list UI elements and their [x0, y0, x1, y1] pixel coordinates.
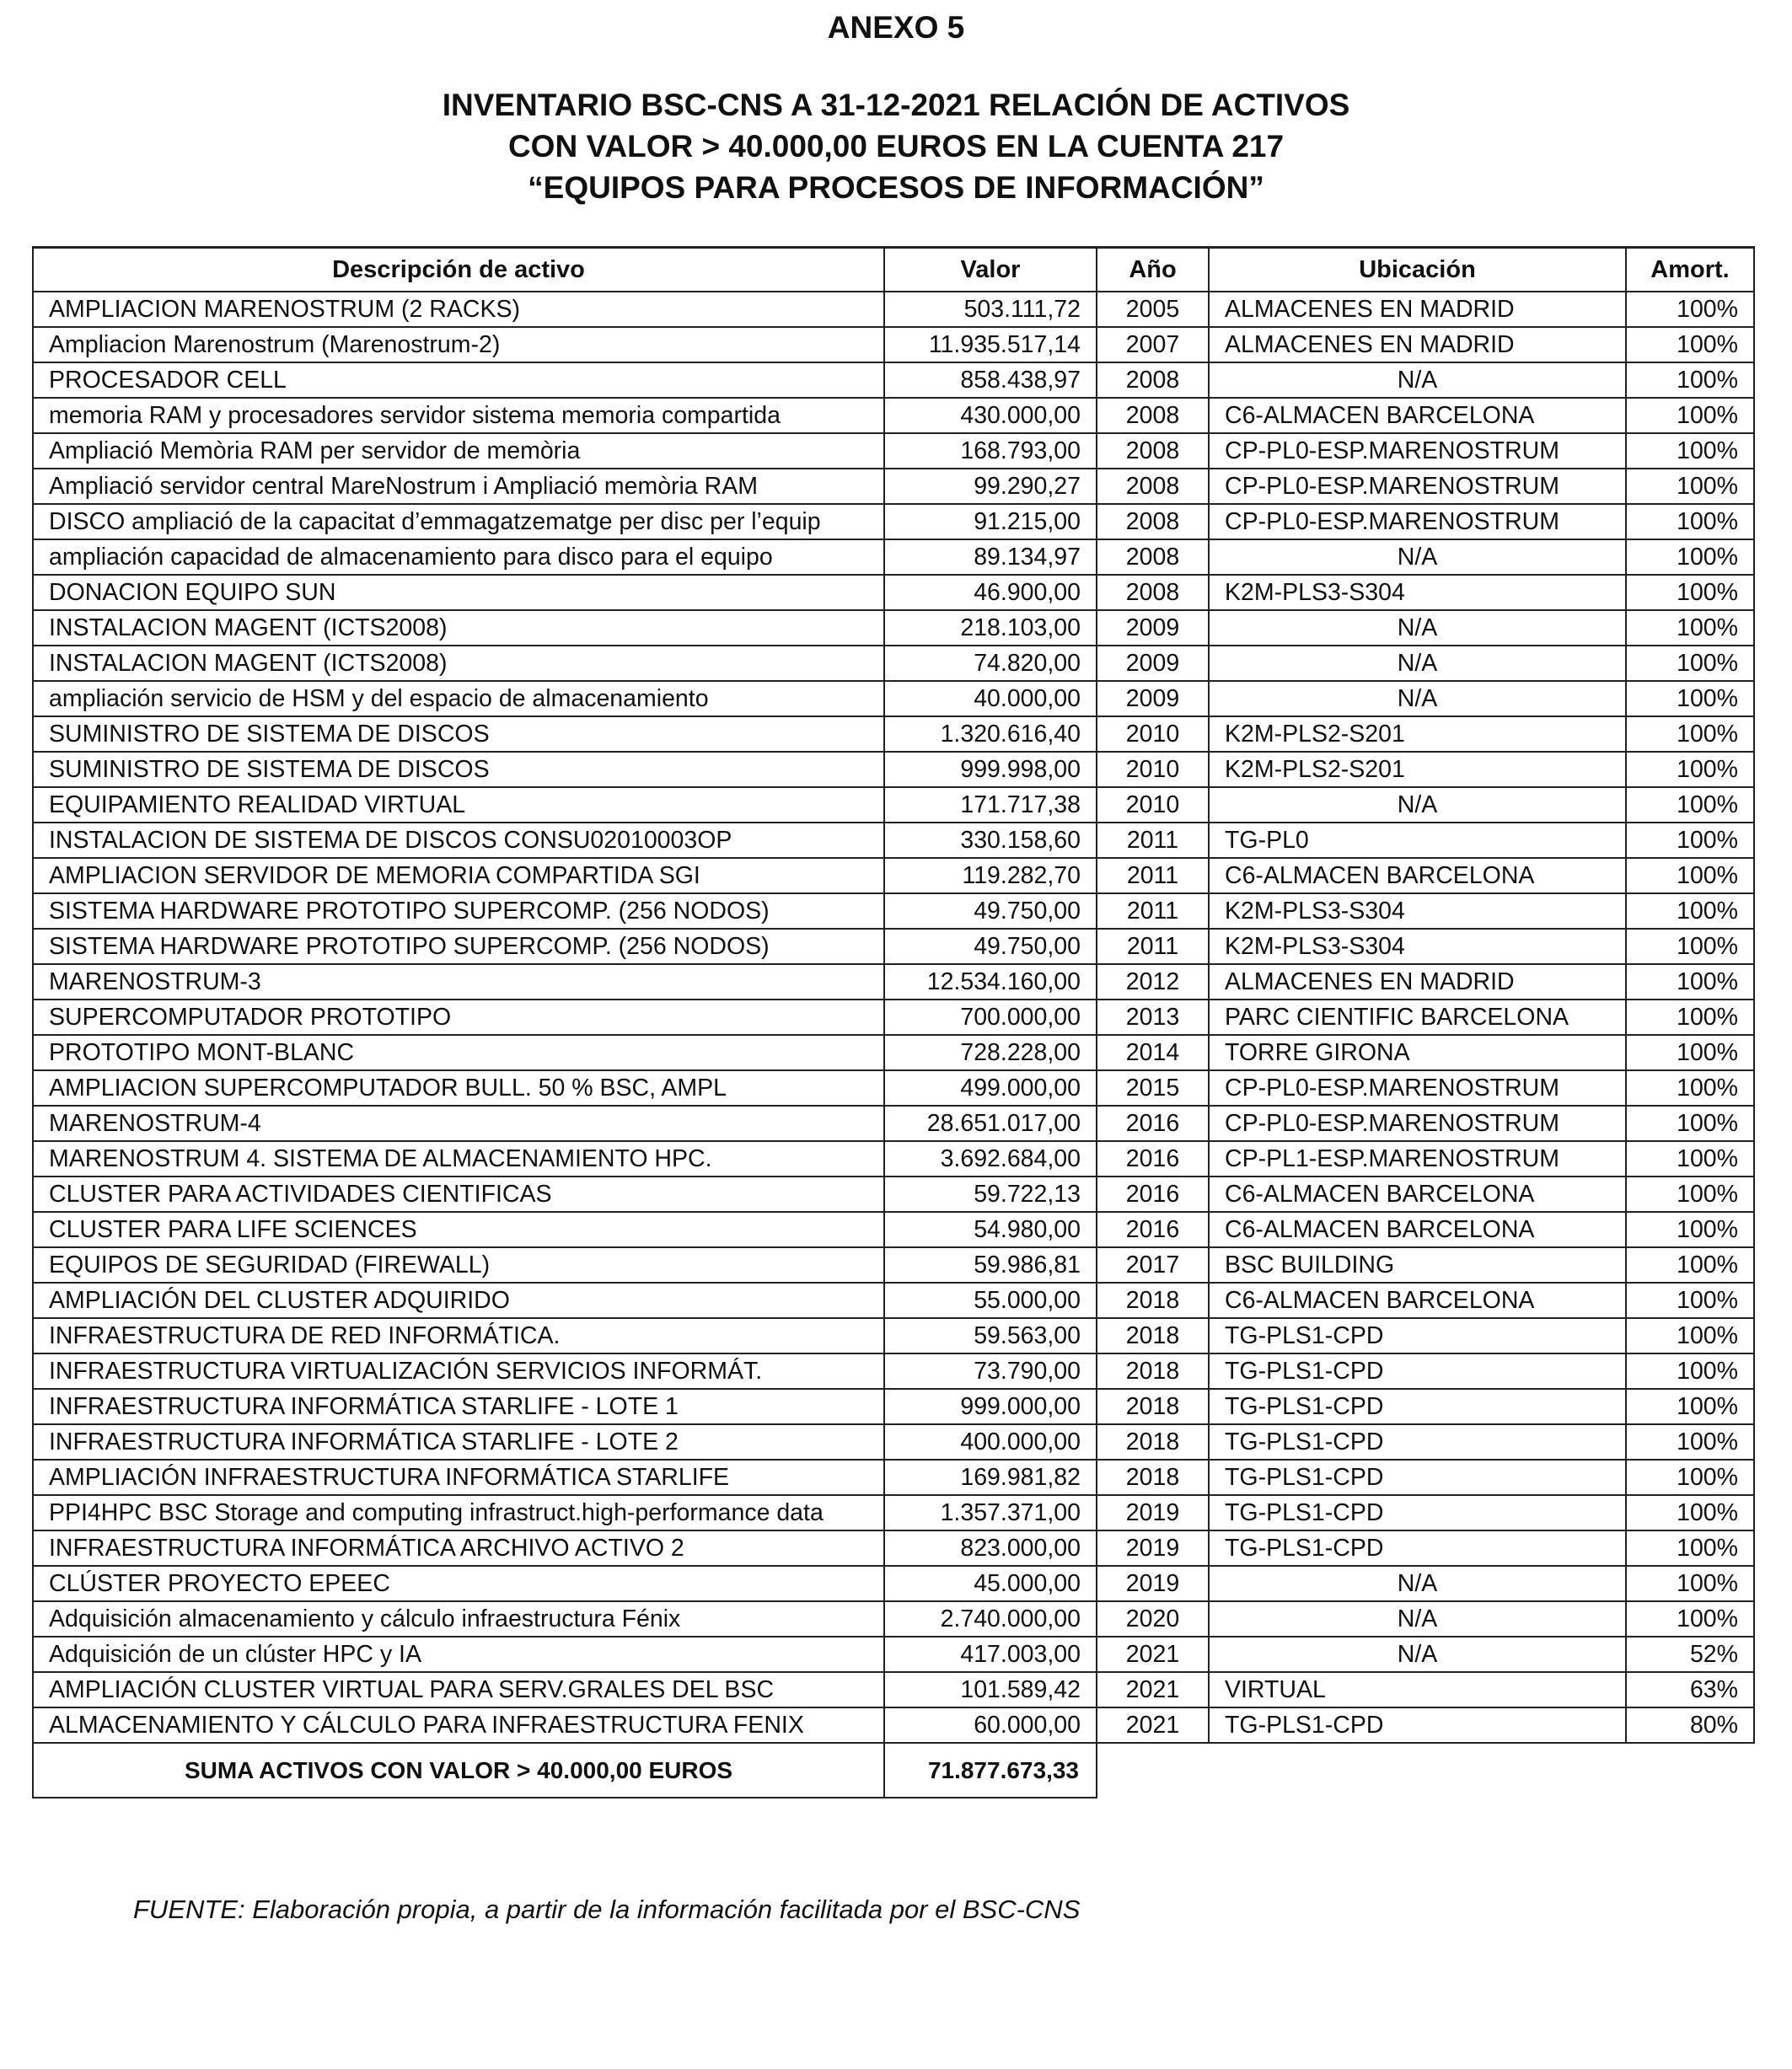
- cell-value: 12.534.160,00: [884, 964, 1097, 1000]
- cell-description: INFRAESTRUCTURA INFORMÁTICA STARLIFE - LOTE 2: [33, 1424, 884, 1460]
- asset-inventory-table: [32, 246, 1755, 1798]
- cell-amortization: 100%: [1626, 327, 1754, 362]
- cell-location: C6-ALMACEN BARCELONA: [1209, 1212, 1626, 1247]
- table-row: [33, 858, 1754, 893]
- cell-year: 2018: [1097, 1424, 1209, 1460]
- cell-description: CLÚSTER PROYECTO EPEEC: [33, 1566, 884, 1601]
- cell-value: 417.003,00: [884, 1637, 1097, 1672]
- cell-location: C6-ALMACEN BARCELONA: [1209, 1283, 1626, 1318]
- cell-amortization: 100%: [1626, 292, 1754, 327]
- cell-amortization: 100%: [1626, 575, 1754, 610]
- cell-location: CP-PL1-ESP.MARENOSTRUM: [1209, 1141, 1626, 1177]
- table-body: [33, 292, 1754, 1743]
- cell-value: 823.000,00: [884, 1530, 1097, 1566]
- source-note: FUENTE: Elaboración propia, a partir de la información facilitada por el BSC-CNS: [133, 1895, 1081, 1924]
- cell-amortization: 100%: [1626, 787, 1754, 823]
- cell-amortization: 100%: [1626, 398, 1754, 433]
- cell-value: 858.438,97: [884, 362, 1097, 398]
- cell-year: 2008: [1097, 433, 1209, 469]
- header-description: Descripción de activo: [33, 248, 884, 292]
- cell-location: N/A: [1209, 646, 1626, 681]
- table-row: [33, 646, 1754, 681]
- cell-description: CLUSTER PARA LIFE SCIENCES: [33, 1212, 884, 1247]
- table-row: [33, 1460, 1754, 1495]
- cell-location: C6-ALMACEN BARCELONA: [1209, 398, 1626, 433]
- cell-value: 59.986,81: [884, 1247, 1097, 1283]
- cell-description: INFRAESTRUCTURA INFORMÁTICA ARCHIVO ACTIVO 2: [33, 1530, 884, 1566]
- title-line-1: INVENTARIO BSC-CNS A 31-12-2021 RELACIÓN DE ACTIVOS: [442, 88, 1350, 122]
- cell-description: PROTOTIPO MONT-BLANC: [33, 1035, 884, 1070]
- cell-year: 2020: [1097, 1601, 1209, 1637]
- cell-description: EQUIPOS DE SEGURIDAD (FIREWALL): [33, 1247, 884, 1283]
- total-row-blank: [1097, 1743, 1754, 1798]
- cell-value: 1.357.371,00: [884, 1495, 1097, 1530]
- cell-description: SUMINISTRO DE SISTEMA DE DISCOS: [33, 716, 884, 752]
- cell-amortization: 100%: [1626, 1389, 1754, 1424]
- header-year: Año: [1097, 248, 1209, 292]
- cell-amortization: 100%: [1626, 858, 1754, 893]
- cell-value: 89.134,97: [884, 539, 1097, 575]
- cell-amortization: 100%: [1626, 646, 1754, 681]
- table-row: [33, 1566, 1754, 1601]
- table-row: [33, 1070, 1754, 1106]
- cell-year: 2018: [1097, 1318, 1209, 1353]
- cell-description: INFRAESTRUCTURA DE RED INFORMÁTICA.: [33, 1318, 884, 1353]
- cell-amortization: 100%: [1626, 1601, 1754, 1637]
- cell-value: 999.998,00: [884, 752, 1097, 787]
- cell-location: ALMACENES EN MADRID: [1209, 327, 1626, 362]
- cell-location: PARC CIENTIFIC BARCELONA: [1209, 1000, 1626, 1035]
- cell-value: 999.000,00: [884, 1389, 1097, 1424]
- table-row: [33, 1707, 1754, 1743]
- cell-value: 169.981,82: [884, 1460, 1097, 1495]
- cell-location: TG-PL0: [1209, 823, 1626, 858]
- cell-location: K2M-PLS2-S201: [1209, 716, 1626, 752]
- cell-location: TG-PLS1-CPD: [1209, 1389, 1626, 1424]
- cell-year: 2016: [1097, 1212, 1209, 1247]
- cell-description: Adquisición de un clúster HPC y IA: [33, 1637, 884, 1672]
- cell-location: N/A: [1209, 681, 1626, 716]
- cell-year: 2018: [1097, 1353, 1209, 1389]
- cell-location: TG-PLS1-CPD: [1209, 1460, 1626, 1495]
- cell-year: 2019: [1097, 1566, 1209, 1601]
- cell-description: SUMINISTRO DE SISTEMA DE DISCOS: [33, 752, 884, 787]
- cell-value: 59.563,00: [884, 1318, 1097, 1353]
- title-line-3: “EQUIPOS PARA PROCESOS DE INFORMACIÓN”: [528, 170, 1264, 205]
- cell-description: AMPLIACION SERVIDOR DE MEMORIA COMPARTIDA SGI: [33, 858, 884, 893]
- cell-description: INSTALACION DE SISTEMA DE DISCOS CONSU02010003OP: [33, 823, 884, 858]
- table-row: [33, 1389, 1754, 1424]
- table-row: [33, 1283, 1754, 1318]
- cell-description: DISCO ampliació de la capacitat d’emmagatzematge per disc per l’equip: [33, 504, 884, 539]
- cell-year: 2011: [1097, 858, 1209, 893]
- cell-year: 2008: [1097, 539, 1209, 575]
- cell-amortization: 100%: [1626, 1177, 1754, 1212]
- cell-year: 2013: [1097, 1000, 1209, 1035]
- cell-description: AMPLIACION SUPERCOMPUTADOR BULL. 50 % BSC, AMPL: [33, 1070, 884, 1106]
- header-amortization: Amort.: [1626, 248, 1754, 292]
- cell-amortization: 100%: [1626, 1283, 1754, 1318]
- cell-value: 46.900,00: [884, 575, 1097, 610]
- cell-value: 60.000,00: [884, 1707, 1097, 1743]
- cell-value: 168.793,00: [884, 433, 1097, 469]
- cell-amortization: 100%: [1626, 433, 1754, 469]
- cell-year: 2008: [1097, 362, 1209, 398]
- cell-location: TG-PLS1-CPD: [1209, 1495, 1626, 1530]
- cell-year: 2021: [1097, 1637, 1209, 1672]
- cell-value: 2.740.000,00: [884, 1601, 1097, 1637]
- cell-location: CP-PL0-ESP.MARENOSTRUM: [1209, 1070, 1626, 1106]
- cell-location: C6-ALMACEN BARCELONA: [1209, 1177, 1626, 1212]
- cell-value: 28.651.017,00: [884, 1106, 1097, 1141]
- table-row: [33, 398, 1754, 433]
- cell-year: 2015: [1097, 1070, 1209, 1106]
- cell-location: N/A: [1209, 1601, 1626, 1637]
- cell-value: 503.111,72: [884, 292, 1097, 327]
- table-row: [33, 1672, 1754, 1707]
- cell-description: SISTEMA HARDWARE PROTOTIPO SUPERCOMP. (256 NODOS): [33, 929, 884, 964]
- cell-description: DONACION EQUIPO SUN: [33, 575, 884, 610]
- cell-description: SUPERCOMPUTADOR PROTOTIPO: [33, 1000, 884, 1035]
- table-row: [33, 752, 1754, 787]
- table-row: [33, 362, 1754, 398]
- table-row: [33, 1177, 1754, 1212]
- cell-location: K2M-PLS3-S304: [1209, 893, 1626, 929]
- table-row: [33, 575, 1754, 610]
- cell-year: 2008: [1097, 398, 1209, 433]
- cell-year: 2010: [1097, 716, 1209, 752]
- cell-year: 2011: [1097, 823, 1209, 858]
- cell-value: 99.290,27: [884, 469, 1097, 504]
- cell-location: TG-PLS1-CPD: [1209, 1707, 1626, 1743]
- table-row: [33, 1212, 1754, 1247]
- cell-description: AMPLIACION MARENOSTRUM (2 RACKS): [33, 292, 884, 327]
- cell-year: 2021: [1097, 1672, 1209, 1707]
- table-row: [33, 787, 1754, 823]
- table-row: [33, 1637, 1754, 1672]
- cell-amortization: 100%: [1626, 539, 1754, 575]
- cell-amortization: 100%: [1626, 362, 1754, 398]
- cell-value: 59.722,13: [884, 1177, 1097, 1212]
- cell-value: 171.717,38: [884, 787, 1097, 823]
- cell-description: PPI4HPC BSC Storage and computing infrastruct.high-performance data: [33, 1495, 884, 1530]
- table-row: [33, 610, 1754, 646]
- cell-location: CP-PL0-ESP.MARENOSTRUM: [1209, 433, 1626, 469]
- header-location: Ubicación: [1209, 248, 1626, 292]
- cell-year: 2005: [1097, 292, 1209, 327]
- table-row: [33, 823, 1754, 858]
- cell-year: 2008: [1097, 504, 1209, 539]
- cell-description: Ampliació Memòria RAM per servidor de memòria: [33, 433, 884, 469]
- cell-location: VIRTUAL: [1209, 1672, 1626, 1707]
- table-row: [33, 1247, 1754, 1283]
- cell-year: 2009: [1097, 646, 1209, 681]
- cell-description: AMPLIACIÓN CLUSTER VIRTUAL PARA SERV.GRALES DEL BSC: [33, 1672, 884, 1707]
- cell-description: Ampliació servidor central MareNostrum i Ampliació memòria RAM: [33, 469, 884, 504]
- cell-description: SISTEMA HARDWARE PROTOTIPO SUPERCOMP. (256 NODOS): [33, 893, 884, 929]
- cell-value: 55.000,00: [884, 1283, 1097, 1318]
- cell-amortization: 100%: [1626, 1035, 1754, 1070]
- cell-value: 73.790,00: [884, 1353, 1097, 1389]
- cell-year: 2021: [1097, 1707, 1209, 1743]
- cell-description: INSTALACION MAGENT (ICTS2008): [33, 610, 884, 646]
- cell-location: TG-PLS1-CPD: [1209, 1318, 1626, 1353]
- cell-year: 2017: [1097, 1247, 1209, 1283]
- cell-year: 2016: [1097, 1141, 1209, 1177]
- cell-amortization: 100%: [1626, 681, 1754, 716]
- cell-value: 11.935.517,14: [884, 327, 1097, 362]
- cell-location: K2M-PLS2-S201: [1209, 752, 1626, 787]
- table-row: [33, 681, 1754, 716]
- table-row: [33, 1601, 1754, 1637]
- table-row: [33, 893, 1754, 929]
- table-row: [33, 292, 1754, 327]
- cell-year: 2012: [1097, 964, 1209, 1000]
- table-row: [33, 1141, 1754, 1177]
- cell-description: AMPLIACIÓN DEL CLUSTER ADQUIRIDO: [33, 1283, 884, 1318]
- cell-value: 119.282,70: [884, 858, 1097, 893]
- cell-year: 2009: [1097, 681, 1209, 716]
- cell-year: 2014: [1097, 1035, 1209, 1070]
- total-label: SUMA ACTIVOS CON VALOR > 40.000,00 EUROS: [33, 1743, 884, 1798]
- table-row: [33, 1106, 1754, 1141]
- cell-amortization: 100%: [1626, 1530, 1754, 1566]
- cell-year: 2011: [1097, 893, 1209, 929]
- cell-description: Ampliacion Marenostrum (Marenostrum-2): [33, 327, 884, 362]
- table-row: [33, 1035, 1754, 1070]
- table-row: [33, 504, 1754, 539]
- table-row: [33, 1530, 1754, 1566]
- cell-amortization: 100%: [1626, 716, 1754, 752]
- cell-description: ampliación servicio de HSM y del espacio de almacenamiento: [33, 681, 884, 716]
- cell-amortization: 100%: [1626, 929, 1754, 964]
- cell-year: 2019: [1097, 1495, 1209, 1530]
- cell-year: 2018: [1097, 1283, 1209, 1318]
- cell-amortization: 63%: [1626, 1672, 1754, 1707]
- cell-location: CP-PL0-ESP.MARENOSTRUM: [1209, 1106, 1626, 1141]
- cell-location: N/A: [1209, 1637, 1626, 1672]
- annex-heading: ANEXO 5: [827, 10, 965, 45]
- cell-value: 45.000,00: [884, 1566, 1097, 1601]
- cell-amortization: 100%: [1626, 893, 1754, 929]
- table-header-row: [33, 248, 1754, 292]
- table-row: [33, 1495, 1754, 1530]
- cell-amortization: 100%: [1626, 752, 1754, 787]
- cell-amortization: 100%: [1626, 1212, 1754, 1247]
- cell-amortization: 100%: [1626, 1460, 1754, 1495]
- cell-amortization: 100%: [1626, 1424, 1754, 1460]
- cell-amortization: 100%: [1626, 610, 1754, 646]
- cell-year: 2007: [1097, 327, 1209, 362]
- title-line-2: CON VALOR > 40.000,00 EUROS EN LA CUENTA 217: [507, 129, 1285, 163]
- cell-year: 2011: [1097, 929, 1209, 964]
- cell-value: 74.820,00: [884, 646, 1097, 681]
- cell-amortization: 100%: [1626, 1070, 1754, 1106]
- cell-year: 2009: [1097, 610, 1209, 646]
- cell-location: C6-ALMACEN BARCELONA: [1209, 858, 1626, 893]
- total-value: 71.877.673,33: [884, 1743, 1097, 1798]
- cell-description: AMPLIACIÓN INFRAESTRUCTURA INFORMÁTICA STARLIFE: [33, 1460, 884, 1495]
- cell-description: EQUIPAMIENTO REALIDAD VIRTUAL: [33, 787, 884, 823]
- cell-location: TG-PLS1-CPD: [1209, 1530, 1626, 1566]
- table-row: [33, 1353, 1754, 1389]
- cell-amortization: 100%: [1626, 1353, 1754, 1389]
- cell-value: 49.750,00: [884, 929, 1097, 964]
- cell-description: CLUSTER PARA ACTIVIDADES CIENTIFICAS: [33, 1177, 884, 1212]
- cell-amortization: 100%: [1626, 1000, 1754, 1035]
- cell-value: 330.158,60: [884, 823, 1097, 858]
- table-row: [33, 1318, 1754, 1353]
- cell-location: N/A: [1209, 1566, 1626, 1601]
- cell-amortization: 100%: [1626, 1141, 1754, 1177]
- cell-amortization: 100%: [1626, 964, 1754, 1000]
- cell-location: ALMACENES EN MADRID: [1209, 964, 1626, 1000]
- cell-description: PROCESADOR CELL: [33, 362, 884, 398]
- cell-value: 430.000,00: [884, 398, 1097, 433]
- cell-location: ALMACENES EN MADRID: [1209, 292, 1626, 327]
- cell-location: CP-PL0-ESP.MARENOSTRUM: [1209, 504, 1626, 539]
- cell-year: 2019: [1097, 1530, 1209, 1566]
- cell-year: 2008: [1097, 575, 1209, 610]
- cell-description: ampliación capacidad de almacenamiento para disco para el equipo: [33, 539, 884, 575]
- cell-description: MARENOSTRUM 4. SISTEMA DE ALMACENAMIENTO HPC.: [33, 1141, 884, 1177]
- cell-year: 2010: [1097, 752, 1209, 787]
- table-row: [33, 539, 1754, 575]
- cell-location: N/A: [1209, 362, 1626, 398]
- header-value: Valor: [884, 248, 1097, 292]
- table-row: [33, 327, 1754, 362]
- table-row: [33, 929, 1754, 964]
- table-row: [33, 469, 1754, 504]
- cell-amortization: 52%: [1626, 1637, 1754, 1672]
- cell-location: TORRE GIRONA: [1209, 1035, 1626, 1070]
- cell-description: memoria RAM y procesadores servidor sistema memoria compartida: [33, 398, 884, 433]
- cell-value: 728.228,00: [884, 1035, 1097, 1070]
- cell-location: CP-PL0-ESP.MARENOSTRUM: [1209, 469, 1626, 504]
- cell-year: 2008: [1097, 469, 1209, 504]
- cell-description: MARENOSTRUM-3: [33, 964, 884, 1000]
- cell-value: 218.103,00: [884, 610, 1097, 646]
- cell-value: 91.215,00: [884, 504, 1097, 539]
- cell-location: N/A: [1209, 787, 1626, 823]
- cell-amortization: 100%: [1626, 1495, 1754, 1530]
- table-row: [33, 433, 1754, 469]
- cell-location: TG-PLS1-CPD: [1209, 1424, 1626, 1460]
- total-row: [33, 1743, 1754, 1798]
- cell-amortization: 100%: [1626, 1318, 1754, 1353]
- cell-amortization: 80%: [1626, 1707, 1754, 1743]
- cell-description: INFRAESTRUCTURA INFORMÁTICA STARLIFE - LOTE 1: [33, 1389, 884, 1424]
- cell-amortization: 100%: [1626, 469, 1754, 504]
- cell-location: K2M-PLS3-S304: [1209, 575, 1626, 610]
- table-row: [33, 1424, 1754, 1460]
- cell-amortization: 100%: [1626, 504, 1754, 539]
- cell-description: MARENOSTRUM-4: [33, 1106, 884, 1141]
- cell-description: Adquisición almacenamiento y cálculo infraestructura Fénix: [33, 1601, 884, 1637]
- cell-year: 2016: [1097, 1106, 1209, 1141]
- cell-year: 2018: [1097, 1460, 1209, 1495]
- cell-location: N/A: [1209, 610, 1626, 646]
- table-row: [33, 716, 1754, 752]
- table-row: [33, 1000, 1754, 1035]
- cell-value: 40.000,00: [884, 681, 1097, 716]
- cell-value: 49.750,00: [884, 893, 1097, 929]
- cell-location: N/A: [1209, 539, 1626, 575]
- cell-year: 2010: [1097, 787, 1209, 823]
- cell-year: 2016: [1097, 1177, 1209, 1212]
- cell-value: 101.589,42: [884, 1672, 1097, 1707]
- table-row: [33, 964, 1754, 1000]
- cell-amortization: 100%: [1626, 1106, 1754, 1141]
- cell-location: K2M-PLS3-S304: [1209, 929, 1626, 964]
- cell-amortization: 100%: [1626, 823, 1754, 858]
- cell-amortization: 100%: [1626, 1566, 1754, 1601]
- cell-value: 499.000,00: [884, 1070, 1097, 1106]
- cell-location: BSC BUILDING: [1209, 1247, 1626, 1283]
- cell-description: ALMACENAMIENTO Y CÁLCULO PARA INFRAESTRUCTURA FENIX: [33, 1707, 884, 1743]
- cell-description: INSTALACION MAGENT (ICTS2008): [33, 646, 884, 681]
- cell-description: INFRAESTRUCTURA VIRTUALIZACIÓN SERVICIOS INFORMÁT.: [33, 1353, 884, 1389]
- cell-value: 54.980,00: [884, 1212, 1097, 1247]
- cell-amortization: 100%: [1626, 1247, 1754, 1283]
- cell-value: 700.000,00: [884, 1000, 1097, 1035]
- cell-value: 1.320.616,40: [884, 716, 1097, 752]
- cell-location: TG-PLS1-CPD: [1209, 1353, 1626, 1389]
- cell-value: 400.000,00: [884, 1424, 1097, 1460]
- cell-year: 2018: [1097, 1389, 1209, 1424]
- document-title: [0, 84, 1792, 208]
- cell-value: 3.692.684,00: [884, 1141, 1097, 1177]
